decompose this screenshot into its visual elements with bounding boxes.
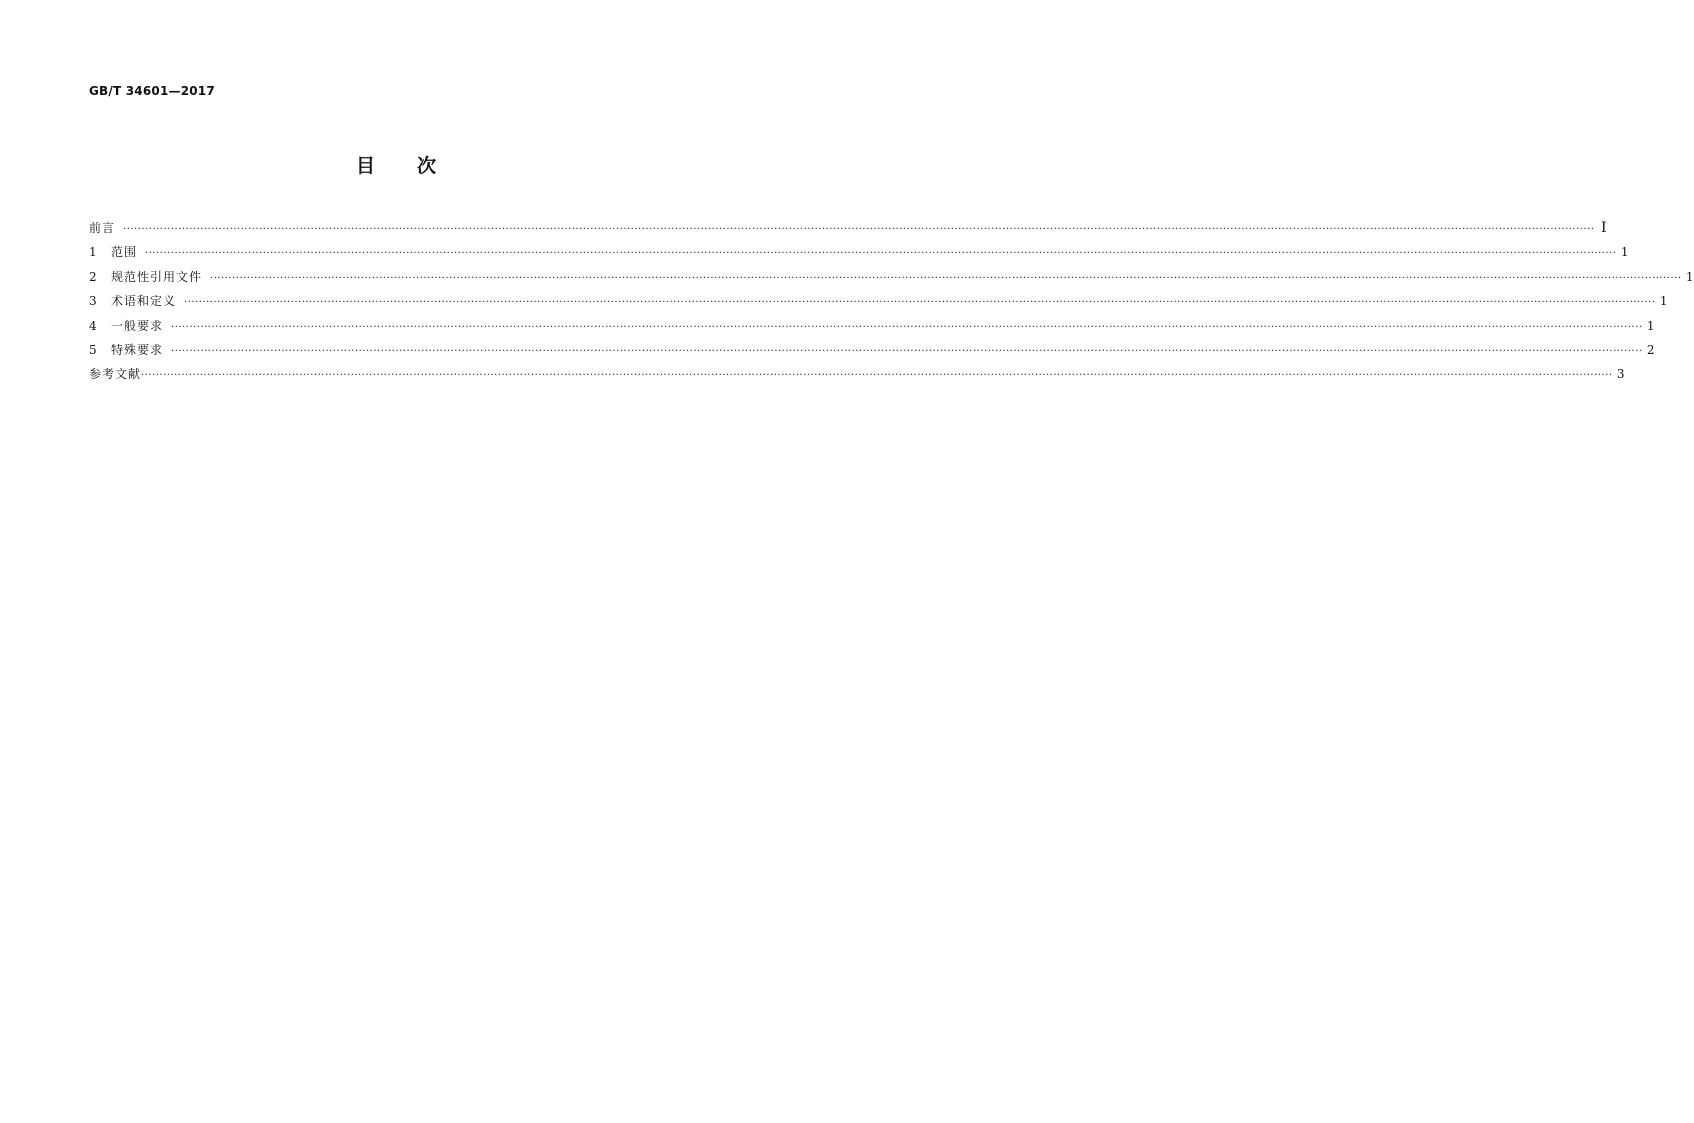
toc-entry-special-requirements[interactable] — [89, 338, 1655, 362]
toc-leader-dots: ················································································································································································································································································································································································································ — [171, 321, 1643, 333]
title-char-right: 次 — [417, 155, 439, 177]
toc-entry-bibliography[interactable] — [89, 362, 1625, 386]
toc-leader-dots: ················································································································································································································································································································································································································ — [171, 345, 1643, 357]
toc-leader-dots: ················································································································································································································································································································································································································ — [123, 224, 1595, 235]
page-title — [0, 151, 794, 178]
toc-entry-foreword[interactable] — [89, 216, 1607, 240]
standard-code: GB/T 34601—2017 — [89, 84, 215, 98]
toc-entry-general-requirements[interactable] — [89, 314, 1655, 338]
toc-entry-terms-definitions[interactable] — [89, 289, 1668, 313]
toc-entry-label: 参考文献 — [89, 367, 142, 382]
toc-entry-number: 4 — [89, 318, 97, 333]
title-char-left: 目 — [355, 155, 377, 177]
toc-entry-normative-references[interactable] — [89, 265, 1694, 289]
toc-entry-label: 规范性引用文件 — [111, 269, 203, 284]
toc-entry-page: 1 — [1685, 269, 1694, 284]
toc-entry-label: 一般要求 — [111, 318, 164, 333]
toc-entry-label: 范围 — [111, 245, 138, 260]
toc-entry-page: 1 — [1646, 318, 1655, 333]
toc-leader-dots: ················································································································································································································································································································································································································ — [210, 272, 1682, 284]
toc-entry-page: 3 — [1616, 367, 1625, 382]
toc-entry-page: 1 — [1659, 294, 1668, 309]
toc-entry-label: 前言 — [89, 221, 116, 235]
toc-leader-dots: ················································································································································································································································································································································································································ — [184, 297, 1656, 309]
toc-entry-page: 2 — [1646, 342, 1655, 357]
toc-entry-page: Ⅰ — [1600, 220, 1607, 236]
toc-entry-number: 3 — [89, 294, 97, 309]
toc-entry-scope[interactable] — [89, 240, 1629, 264]
toc-entry-number: 5 — [89, 342, 97, 357]
toc-entry-label: 特殊要求 — [111, 342, 164, 357]
toc-entry-number: 1 — [89, 245, 97, 260]
toc-entry-page: 1 — [1620, 245, 1629, 260]
toc-entry-number: 2 — [89, 269, 97, 284]
table-of-contents — [89, 216, 1694, 387]
toc-leader-dots: ················································································································································································································································································································································································································ — [141, 370, 1613, 382]
toc-leader-dots: ················································································································································································································································································································································································································ — [145, 248, 1617, 260]
toc-entry-label: 术语和定义 — [111, 294, 177, 309]
